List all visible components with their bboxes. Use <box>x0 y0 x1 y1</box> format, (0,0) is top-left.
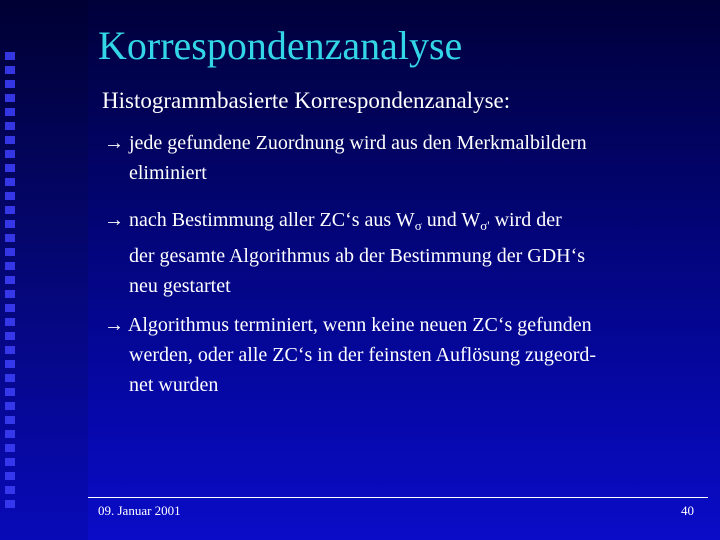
bullet-3-line-1: Algorithmus terminiert, wenn keine neuen ZC‘s gefunden <box>127 314 592 336</box>
bullet-1 <box>104 128 704 188</box>
sigma-subscript: σ <box>414 218 422 233</box>
footer-date: 09. Januar 2001 <box>98 503 181 518</box>
arrow-icon: → <box>104 209 124 231</box>
bullet-3 <box>104 310 704 400</box>
square-bullet-column <box>5 52 15 512</box>
bullet-2-suffix: wird der <box>489 209 562 231</box>
sigma-prime-subscript: σ' <box>480 218 490 233</box>
bullet-2-line-3: neu gestartet <box>129 275 231 297</box>
bullet-2 <box>104 205 704 301</box>
bullet-2-line-2: der gesamte Algorithmus ab der Bestimmung der GDH‘s <box>129 245 586 267</box>
slide-subtitle: Histogrammbasierte Korrespondenzanalyse: <box>102 88 511 113</box>
arrow-icon: → <box>104 314 124 336</box>
bullet-2-prefix: nach Bestimmung aller ZC‘s aus W <box>129 209 415 231</box>
bullet-1-line-2: eliminiert <box>129 162 207 184</box>
footer-divider <box>88 497 708 498</box>
bullet-3-line-3: net wurden <box>129 374 219 396</box>
slide-title: Korrespondenzanalyse <box>98 23 463 68</box>
arrow-icon: → <box>104 132 124 154</box>
bullet-3-line-2: werden, oder alle ZC‘s in der feinsten Auflösung zugeord- <box>129 344 597 366</box>
bullet-1-line-1: jede gefundene Zuordnung wird aus den Merkmalbildern <box>129 132 587 154</box>
bullet-2-middle: und W <box>421 209 481 231</box>
page-number: 40 <box>681 503 694 518</box>
